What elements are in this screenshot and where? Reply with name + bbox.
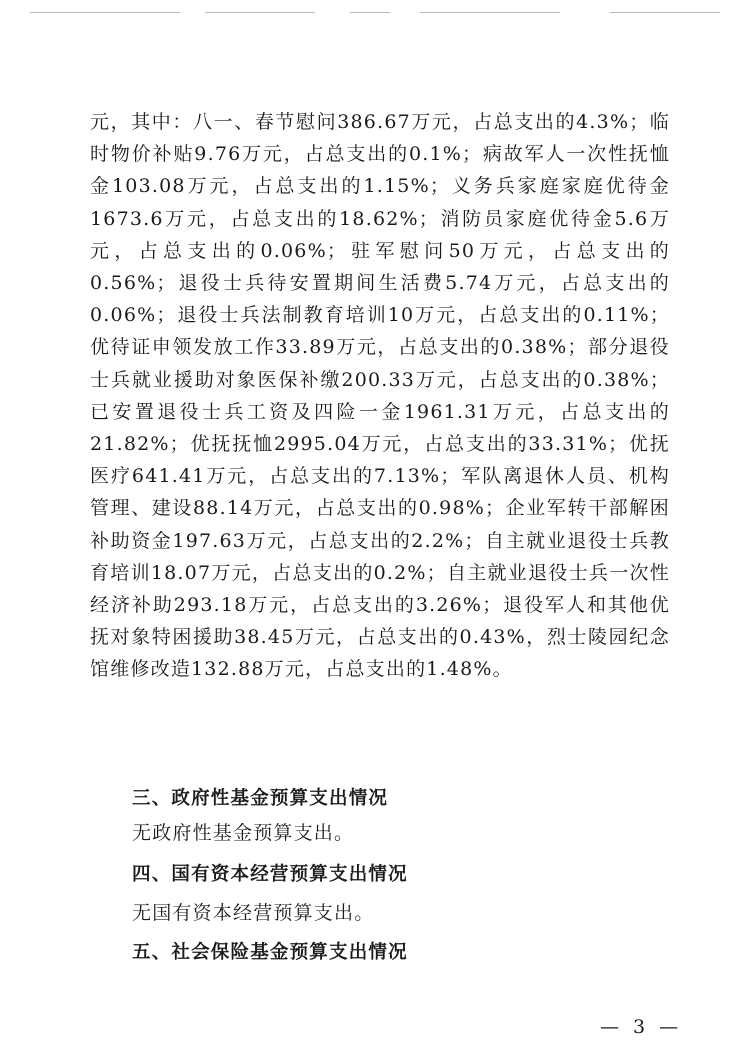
page-number: — 3 —	[600, 1016, 683, 1038]
section-heading-government-fund: 三、政府性基金预算支出情况	[132, 788, 389, 809]
top-scan-edge	[30, 8, 720, 18]
section-text-government-fund: 无政府性基金预算支出。	[132, 822, 355, 844]
section-text-state-capital: 无国有资本经营预算支出。	[132, 902, 375, 924]
section-heading-state-capital: 四、国有资本经营预算支出情况	[132, 864, 408, 885]
section-heading-social-insurance: 五、社会保险基金预算支出情况	[132, 942, 408, 963]
body-paragraph: 元，其中：八一、春节慰问386.67万元，占总支出的4.3%；临时物价补贴9.76万元，占总支出的0.1%；病故军人一次性抚恤金103.08万元，占总支出的1.15%；义务兵家庭家庭优待金1673.6万元，占总支出的18.62%；消防员家庭优待金5.6万元，占总支出的0.06%；驻军慰问50万元，占总支出的0.56%；退役士兵待安置期间生活费5.74万元，占总支出的0.06%；退役士兵法制教育培训10万元，占总支出的0.11%；优待证申领发放工作33.89万元，占总支出的0.38%；部分退役士兵就业援助对象医保补缴200.33万元，占总支出的0.38%；已安置退役士兵工资及四险一金1961.31万元，占总支出的21.82%；优抚抚恤2995.04万元，占总支出的33.31%；优抚医疗641.41万元，占总支出的7.13%；军队离退休人员、机构管理、建设88.14万元，占总支出的0.98%；企业军转干部解困补助资金197.63万元，占总支出的2.2%；自主就业退役士兵教育培训18.07万元，占总支出的0.2%；自主就业退役士兵一次性经济补助293.18万元，占总支出的3.26%；退役军人和其他优抚对象特困援助38.45万元，占总支出的0.43%，烈士陵园纪念馆维修改造132.88万元，占总支出的1.48%。	[90, 111, 670, 681]
